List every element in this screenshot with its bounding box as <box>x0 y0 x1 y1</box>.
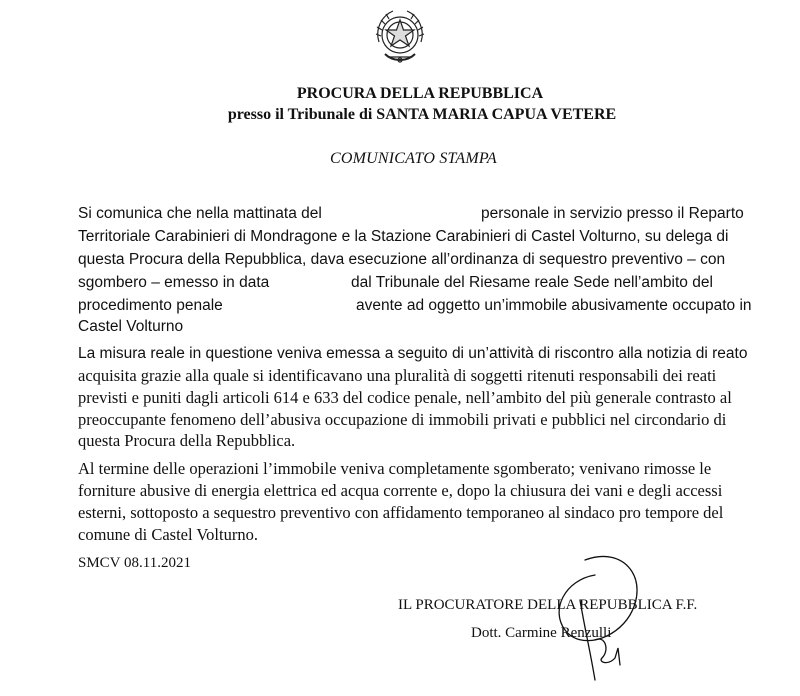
p3-line: comune di Castel Volturno. <box>78 525 258 544</box>
signatory-role: IL PROCURATORE DELLA REPUBBLICA F.F. <box>398 597 698 613</box>
office-title: PROCURA DELLA REPUBBLICA <box>296 85 544 102</box>
p3-line: esterni, sottoposto a sequestro preventivo con affidamento temporaneo al sindaco pro tempore del <box>78 503 724 522</box>
handwritten-signature-icon <box>540 540 660 690</box>
p2-line: acquisita grazie alla quale si identificavano una pluralità di soggetti ritenuti responsabili dei reati <box>78 366 717 385</box>
p2-line: previsti e puniti dagli articoli 614 e 633 del codice penale, nell’ambito del più generale contrasto al <box>78 388 732 407</box>
p1-line: Castel Volturno <box>78 318 184 335</box>
italian-republic-emblem-icon <box>367 2 433 68</box>
p3-line: Al termine delle operazioni l’immobile veniva completamente sgomberato; venivano rimosse le <box>78 459 712 478</box>
p3-line: forniture abusive di energia elettrica ed acqua corrente e, dopo la chiusura dei vani e degli accessi <box>78 481 723 500</box>
p1-line: sgombero – emesso in data <box>78 274 270 291</box>
p2-line: preoccupante fenomeno dell’abusiva occupazione di immobili privati e pubblici nel circondario di <box>78 410 727 429</box>
p1-line: personale in servizio presso il Reparto <box>481 205 744 222</box>
office-subtitle: presso il Tribunale di SANTA MARIA CAPUA VETERE <box>227 106 617 123</box>
p1-line: Territoriale Carabinieri di Mondragone e la Stazione Carabinieri di Castel Volturno, su delega di <box>78 228 729 245</box>
p1-line: Si comunica che nella mattinata del <box>78 205 322 222</box>
p1-line: avente ad oggetto un’immobile abusivamente occupato in <box>356 297 752 314</box>
p2-line: questa Procura della Repubblica. <box>78 431 296 450</box>
document-date: SMCV 08.11.2021 <box>78 555 191 571</box>
document-title: COMUNICATO STAMPA <box>330 150 497 167</box>
p2-line: La misura reale in questione veniva emessa a seguito di un’attività di riscontro alla notizia di reato <box>78 345 748 362</box>
p1-line: procedimento penale <box>78 297 223 314</box>
signatory-name: Dott. Carmine Renzulli <box>471 625 612 641</box>
p1-line: dal Tribunale del Riesame reale Sede nell’ambito del <box>351 274 713 291</box>
p1-line: questa Procura della Repubblica, dava esecuzione all’ordinanza di sequestro preventivo – con <box>78 251 726 268</box>
